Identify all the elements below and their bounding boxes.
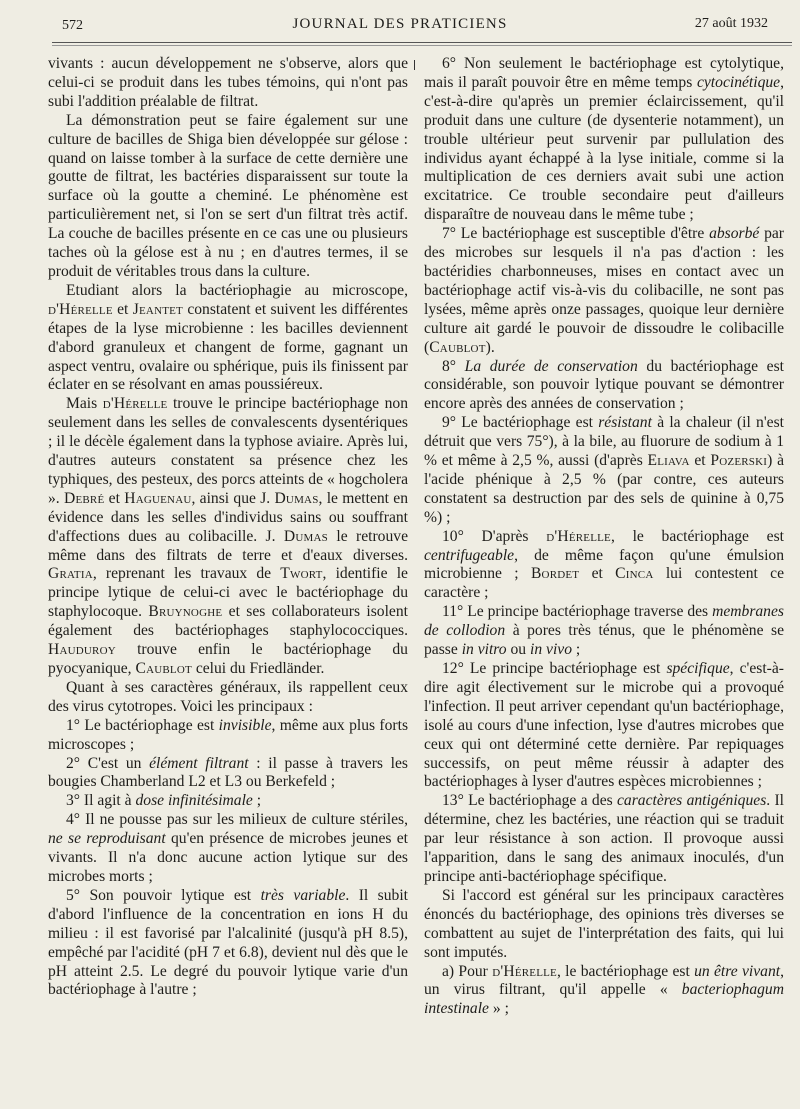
paragraph: Etudiant alors la bactériophagie au microscope, d'Hérelle et Jeantet constatent et suivent les différentes étapes de la lyse microbienne : les bacilles deviennent d'abord granuleux et changent de forme, gagnant un aspect ventru, ovalaire ou sphérique, puis ils finissent par éclater en se résolvant en amas poussiéreux. (48, 281, 408, 394)
paragraph: vivants : aucun développement ne s'observe, alors que celui-ci se produit dans les tubes témoins, qui n'ont pas subi l'addition préalable de filtrat. (48, 55, 408, 110)
paragraph: Mais d'Hérelle trouve le principe bactériophage non seulement dans les selles de convalescents dysentériques ; il le décèle également dans la typhose aviaire. Après lui, d'autres auteurs constatent sa présence chez les typhiques, des pesteux, des porcs atteints de « hogcholera ». Debré et Haguenau, ainsi que J. Dumas, le mettent en évidence dans les selles d'individus sains ou souffrant d'affections dues au colibacille. J. Dumas le retrouve même dans des filtrats de terre et d'eaux diverses. Gratia, reprenant les travaux de Twort, identifie le principe lytique de celui-ci avec le bactériophage du staphylocoque. Bruynoghe et ses collaborateurs isolent également des bactériophages staphylococciques. Hauduroy trouve enfin le bactériophage du pyocyanique, Caublot celui du Friedländer. (48, 395, 409, 677)
author-name: d'Hérelle (492, 962, 557, 980)
header-rule-thin (52, 45, 792, 46)
list-item: 13° Le bactériophage a des caractères antigéniques. Il détermine, chez les bactéries, une réaction qui se traduit par leur résistance à son action. Il provoque aussi l'apparition, dans le sang des animaux inoculés, d'un principe anti-bactériophage spécifique. (424, 792, 785, 885)
left-column (48, 55, 408, 1000)
author-name: d'Hérelle (102, 395, 168, 413)
paragraph: a) Pour d'Hérelle, le bactériophage est un être vivant, un virus filtrant, qu'il appelle « bacteriophagum intestinale » ; (424, 962, 784, 1018)
list-item: 3° Il agit à dose infinitésimale ; (66, 792, 262, 810)
list-item: 12° Le principe bactériophage est spécifique, c'est-à-dire agit électivement sur le microbe qui a provoqué l'infection. Il peut arriver cependant qu'un bactériophage, isolé au cours d'une infection, lyse d'autres microbes que ceux qui ont déterminé cette dernière. Par repiquages successifs, on peut même réussir à adapter des bactériophages à lyser d'autres espèces microbiennes ; (424, 660, 784, 791)
issue-date: 27 août 1932 (694, 16, 768, 31)
author-name: d'Hérelle (546, 527, 611, 545)
column-divider-mark (414, 60, 415, 70)
list-item: 2° C'est un élément filtrant : il passe à travers les bougies Chamberland L2 et L3 ou Berkefeld ; (48, 754, 408, 791)
author-name: Twort (280, 565, 323, 583)
author-name: Bruynoghe (148, 603, 223, 621)
author-name: Bordet (530, 565, 580, 583)
list-item: 8° La durée de conservation du bactériophage est considérable, son pouvoir lytique pouvant se démontrer encore après des années de conservation ; (424, 357, 784, 413)
list-item: 6° Non seulement le bactériophage est cytolytique, mais il paraît pouvoir être en même temps cytocinétique, c'est-à-dire qu'après un premier éclaircissement, qu'il produit dans une culture (de dysenterie notamment), un trouble ultérieur peut survenir par pullulation des individus ayant échappé à la lyse initiale, comme si la multiplication de ces derniers avait subi une action excitatrice. Ce trouble secondaire peut d'ailleurs disparaître de nouveau dans le même tube ; (424, 55, 784, 224)
page-header (0, 14, 800, 36)
author-name: Pozerski (710, 452, 768, 470)
list-item: 5° Son pouvoir lytique est très variable. Il subit d'abord l'influence de la concentration en ions H du milieu : il est favorisé par l'alcalinité (jusqu'à pH 8.5), empêché par l'acidité (pH 7 et 6.8), devient nul dès que le pH atteint 2.5. Le degré du pouvoir lytique varie d'un bactériophage à l'autre ; (48, 886, 408, 999)
author-name: Cinca (615, 565, 654, 583)
paragraph: Si l'accord est général sur les principaux caractères énoncés du bactériophage, des opinions très diverses se combattent au sujet de l'interprétation des faits, qui lui sont imputés. (424, 886, 784, 961)
list-item: 11° Le principe bactériophage traverse des membranes de collodion à pores très ténus, que le phénomène se passe in vitro ou in vivo ; (424, 603, 785, 659)
author-name: Dumas (274, 489, 319, 507)
list-item: 7° Le bactériophage est susceptible d'être absorbé par des microbes sur lesquels il n'a pas d'action : les bactéridies charbonneuses, mises en contact avec un bactériophage actif vis-à-vis du colibacille, ne sont pas lysées, même après onze passages, quoique leur dernière culture ait gardé le pouvoir de dissoudre le colibacille (Caublot). (424, 225, 784, 356)
author-name: Debré (64, 489, 105, 507)
header-rule (52, 42, 792, 43)
author-name: Haguenau (124, 489, 192, 507)
journal-title: JOURNAL DES PRATICIENS (292, 16, 508, 32)
page-number: 572 (62, 18, 83, 33)
list-item: 9° Le bactériophage est résistant à la chaleur (il n'est détruit que vers 75°), à la bile, au fluorure de sodium à 1 % et même à 2,5 %, aussi (d'après Eliava et Pozerski) à l'acide phénique à 2,5 % (par contre, ces auteurs constatent sa destruction par des sels de quinine à 0,75 %) ; (424, 414, 784, 526)
author-name: Eliava (647, 452, 690, 470)
paragraph: Quant à ses caractères généraux, ils rappellent ceux des virus cytotropes. Voici les principaux : (48, 678, 408, 715)
author-name: Gratia (48, 565, 93, 583)
author-name: d'Hérelle (48, 300, 113, 318)
author-name: Dumas (283, 527, 328, 545)
list-item: 1° Le bactériophage est invisible, même aux plus forts microscopes ; (48, 716, 409, 753)
author-name: Caublot (135, 660, 192, 677)
list-item: 10° D'après d'Hérelle, le bactériophage est centrifugeable, de même façon qu'une émulsion microbienne ; Bordet et Cinca lui contestent ce caractère ; (424, 527, 785, 602)
right-column (424, 55, 784, 1019)
list-item: 4° Il ne pousse pas sur les milieux de culture stériles, ne se reproduisant qu'en présence de microbes jeunes et vivants. Il n'a donc aucune action lytique sur des microbes morts ; (48, 811, 408, 885)
author-name: Hauduroy (48, 641, 116, 659)
author-name: Jeantet (132, 300, 183, 318)
author-name: Caublot (429, 338, 486, 356)
paragraph: La démonstration peut se faire également sur une culture de bacilles de Shiga bien développée sur gélose : quand on laisse tomber à la surface de cette dernière une goutte de filtrat, les bactéries disparaissent sur toute la surface où la goutte a cheminé. Le phénomène est particulièrement net, si l'on se sert d'un filtrat très actif. La couche de bacilles présente en ce cas une ou plusieurs taches où la gélose est à nu ; en d'autres termes, il se produit de véritables trous dans la culture. (48, 111, 408, 280)
